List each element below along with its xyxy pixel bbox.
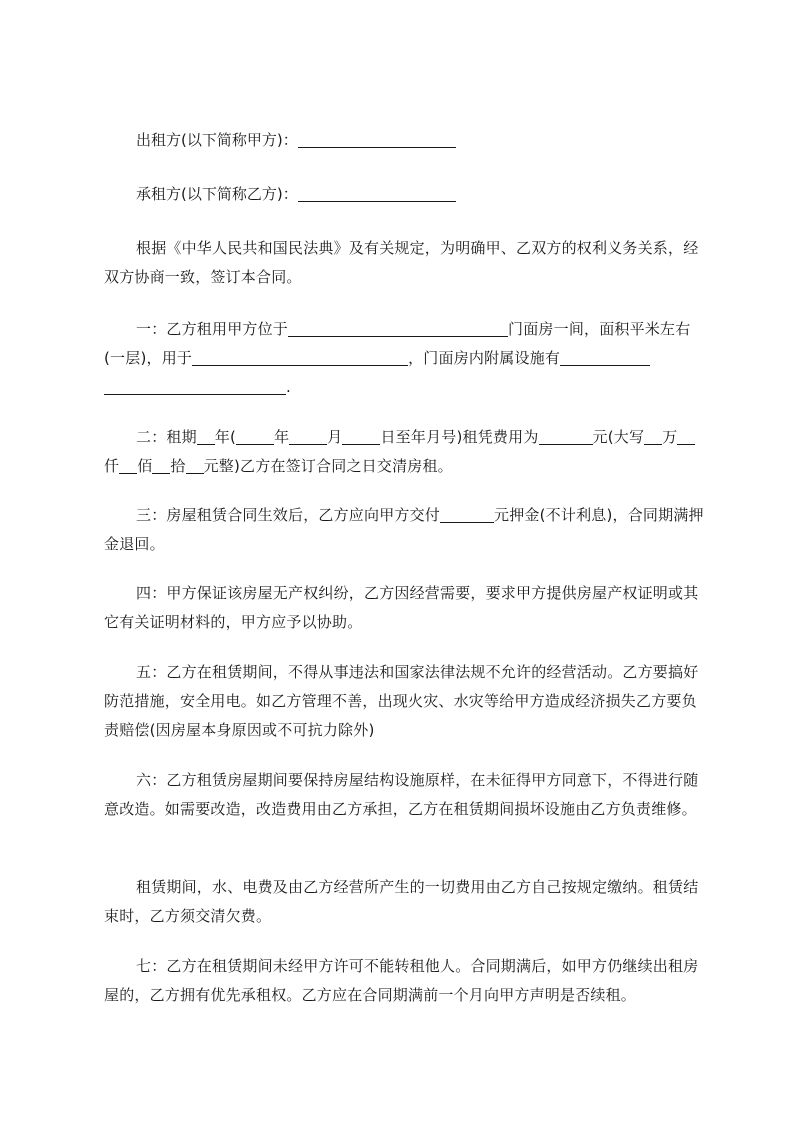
lessee-blank — [298, 185, 456, 202]
clause-3-text-b: 元押金(不计利息)，合同期满押金退回。 — [104, 506, 704, 553]
lessor-blank — [298, 131, 456, 148]
clause-6: 六：乙方租赁房屋期间要保持房屋结构设施原样，在未征得甲方同意下，不得进行随意改造。如需要改造，改造费用由乙方承担，乙方在租赁期间损坏设施由乙方负责维修。 — [104, 771, 699, 818]
clause-2-shi-blank — [186, 457, 204, 474]
clause-2-text-a: 二：租期 — [136, 428, 197, 446]
clause-2-wan-blank — [677, 428, 695, 445]
lessor-label: 出租方(以下简称甲方)： — [136, 131, 298, 149]
clause-1-text-a: 一：乙方租用甲方位于 — [136, 320, 289, 338]
clause-2-daxie-blank — [644, 428, 662, 445]
clause-1-text-c: ，门面房内附属设施有 — [408, 349, 561, 367]
clause-1-facilities-blank-a — [560, 349, 650, 366]
clause-1 — [104, 315, 704, 402]
clause-2-text-c: 年 — [274, 428, 290, 446]
clause-1-usage-blank — [192, 349, 408, 366]
clause-2-text-k: 元整)乙方在签订合同之日交清房租。 — [203, 457, 453, 475]
clause-2 — [104, 423, 704, 481]
clause-2-start-year-blank — [236, 428, 274, 445]
clause-1-text-b: 门面房一间，面积平米左右(一层)，用于 — [104, 320, 691, 367]
clause-2-start-month-blank — [289, 428, 327, 445]
clause-2-text-f: 元(大写 — [592, 428, 645, 446]
clause-2-rent-blank — [539, 428, 593, 445]
clause-2-text-j: 拾 — [170, 457, 186, 475]
clause-7: 七：乙方在租赁期间未经甲方许可不能转租他人。合同期满后，如甲方仍继续出租房屋的，乙方拥有优先承租权。乙方应在合同期满前一个月向甲方声明是否续租。 — [104, 957, 699, 1004]
clause-2-text-d: 月 — [327, 428, 343, 446]
clause-2-text-e: 日至年月号)租凭费用为 — [380, 428, 539, 446]
clause-5: 五：乙方在租赁期间，不得从事违法和国家法律法规不允许的经营活动。乙方要搞好防范措施，安全用电。如乙方管理不善，出现火灾、水灾等给甲方造成经济损失乙方要负责赔偿(因房屋本身原因或不可抗力除外) — [104, 663, 699, 739]
clause-1-facilities-blank-b — [104, 378, 286, 395]
lessor-line — [136, 126, 456, 155]
clause-2-text-g: 万 — [662, 428, 678, 446]
clause-1-location-blank — [288, 320, 508, 337]
clause-2-years-blank — [197, 428, 215, 445]
intro-paragraph: 根据《中华人民共和国民法典》及有关规定，为明确甲、乙双方的权利义务关系，经双方协商一致，签订本合同。 — [104, 239, 699, 286]
lessee-line — [136, 180, 456, 209]
clause-3-deposit-blank — [440, 506, 494, 523]
clause-4: 四：甲方保证该房屋无产权纠纷，乙方因经营需要，要求甲方提供房屋产权证明或其它有关证明材料的，甲方应予以协助。 — [104, 584, 699, 631]
clause-2-qian-blank — [119, 457, 137, 474]
clause-2-start-day-blank — [342, 428, 380, 445]
clause-2-text-i: 佰 — [137, 457, 153, 475]
clause-2-text-b: 年( — [214, 428, 237, 446]
clause-3-text-a: 三：房屋租赁合同生效后，乙方应向甲方交付 — [136, 506, 441, 524]
clause-2-text-h: 仟 — [104, 457, 120, 475]
clause-2-bai-blank — [152, 457, 170, 474]
clause-3 — [104, 501, 704, 559]
lessee-label: 承租方(以下简称乙方)： — [136, 185, 298, 203]
clause-6-supplement: 租赁期间，水、电费及由乙方经营所产生的一切费用由乙方自己按规定缴纳。租赁结束时，乙方须交清欠费。 — [104, 878, 699, 925]
clause-1-text-d: . — [286, 378, 291, 396]
